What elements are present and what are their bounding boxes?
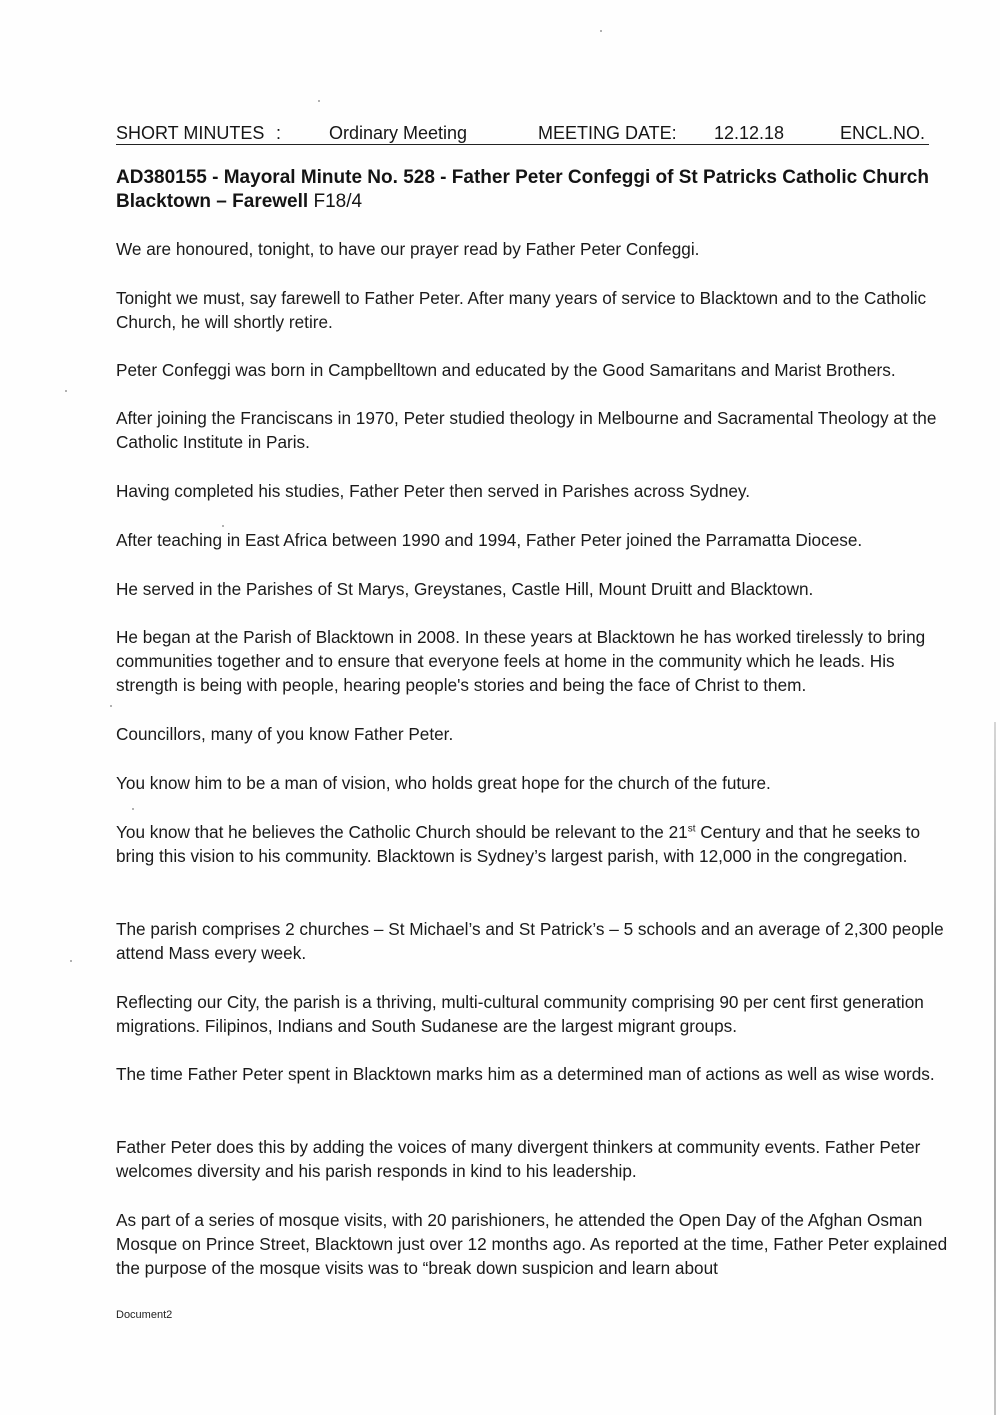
minute-title [116, 166, 946, 214]
paragraph-3: Peter Confeggi was born in Campbelltown and educated by the Good Samaritans and Marist Brothers. [116, 360, 896, 380]
paragraph-12: The parish comprises 2 churches – St Michael’s and St Patrick’s – 5 schools and an average of 2,300 people attend Mass every week. [116, 919, 944, 963]
minutes-header [116, 122, 929, 145]
minute-title-text: AD380155 - Mayoral Minute No. 528 - Father Peter Confeggi of St Patricks Catholic Church Blacktown – Farewell [116, 167, 929, 212]
paragraph-7: He served in the Parishes of St Marys, Greystanes, Castle Hill, Mount Druitt and Blacktown. [116, 579, 814, 599]
paragraph-13: Reflecting our City, the parish is a thriving, multi-cultural community comprising 90 per cent first generation migrations. Filipinos, Indians and South Sudanese are the largest migrant groups. [116, 992, 924, 1036]
enclosure-number-label: ENCL.NO. [840, 123, 926, 143]
scan-speck [65, 390, 67, 392]
paragraph-2: Tonight we must, say farewell to Father Peter. After many years of service to Blacktown and to the Catholic Church, he will shortly retire. [116, 288, 927, 332]
header-colon: : [276, 123, 282, 143]
paragraph-5: Having completed his studies, Father Peter then served in Parishes across Sydney. [116, 481, 751, 501]
scan-edge-line [994, 722, 996, 1415]
file-reference: F18/4 [308, 191, 363, 212]
paragraph-4: After joining the Franciscans in 1970, Peter studied theology in Melbourne and Sacramental Theology at the Catholic Institute in Paris. [116, 408, 937, 452]
paragraph-1: We are honoured, tonight, to have our prayer read by Father Peter Confeggi. [116, 239, 700, 259]
paragraph-10: You know him to be a man of vision, who holds great hope for the church of the future. [116, 773, 771, 793]
document-footer: Document2 [116, 1309, 173, 1321]
paragraph-14: The time Father Peter spent in Blacktown marks him as a determined man of actions as well as wise words. [116, 1064, 935, 1084]
ordinal-suffix: st [687, 823, 696, 835]
short-minutes-label: SHORT MINUTES [116, 123, 265, 143]
paragraph-15: Father Peter does this by adding the voices of many divergent thinkers at community events. Father Peter welcomes diversity and his parish responds in kind to his leadership. [116, 1137, 921, 1181]
scan-speck [110, 705, 112, 707]
paragraph-11-after: Century and that he seeks to bring this vision to his community. Blacktown is Sydney’s largest parish, with 12,000 in the congregation. [116, 822, 921, 866]
paragraph-16: As part of a series of mosque visits, with 20 parishioners, he attended the Open Day of the Afghan Osman Mosque on Prince Street, Blacktown just over 12 months ago. As reported at the time, Father Peter explained the purpose of the mosque visits was to “break down suspicion and learn about [116, 1210, 948, 1278]
scan-speck [132, 808, 134, 810]
meeting-type: Ordinary Meeting [329, 123, 468, 143]
paragraph-6: After teaching in East Africa between 1990 and 1994, Father Peter joined the Parramatta Diocese. [116, 530, 863, 550]
meeting-date-value: 12.12.18 [714, 123, 785, 143]
scan-speck [222, 525, 224, 527]
scan-speck [70, 960, 72, 962]
paragraph-11 [116, 820, 956, 868]
paragraph-9: Councillors, many of you know Father Peter. [116, 724, 454, 744]
paragraph-8: He began at the Parish of Blacktown in 2008. In these years at Blacktown he has worked tirelessly to bring communities together and to ensure that everyone feels at home in the community which he leads. His strength is being with people, hearing people's stories and being the face of Christ to them. [116, 627, 926, 695]
scan-speck [318, 100, 320, 102]
meeting-date-label: MEETING DATE: [538, 123, 677, 143]
scan-speck [600, 30, 602, 32]
paragraph-11-before: You know that he believes the Catholic Church should be relevant to the 21 [116, 822, 688, 842]
